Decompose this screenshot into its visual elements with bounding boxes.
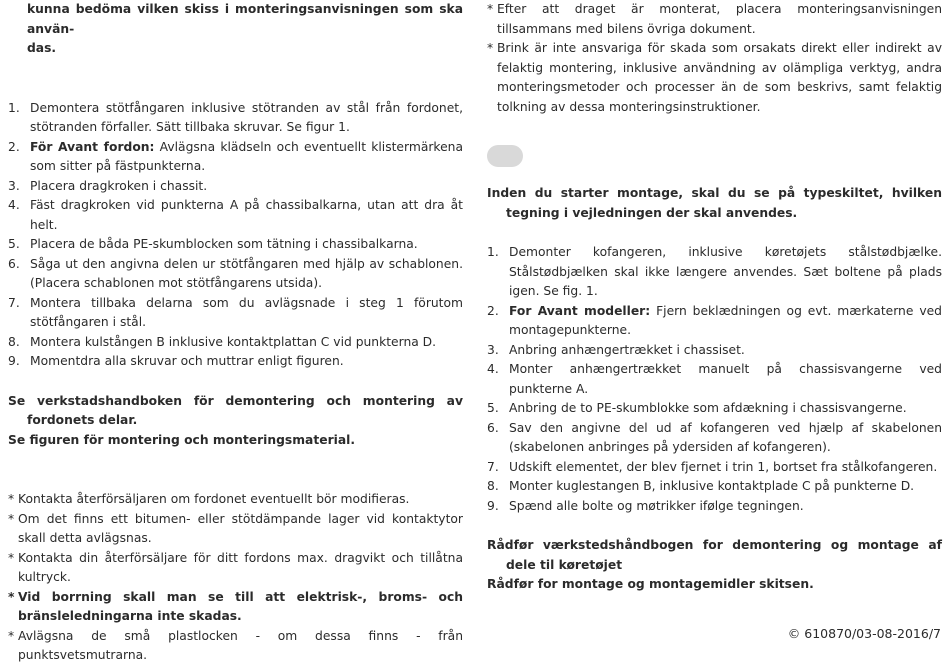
step-item [487, 419, 942, 458]
note-text: Kontakta din återförsäljare för ditt fordons max. dragvikt och tillåtna kultryck. [18, 550, 463, 584]
step-text: Avlägsna klädseln och eventuellt klistermärkena som sitter på fästpunkterna. [30, 139, 463, 173]
note-item [8, 627, 463, 666]
notes-list [8, 490, 463, 666]
step-number: 2. [8, 139, 20, 154]
step-item [8, 294, 463, 333]
workshop-manual-note: Rådfør værkstedshåndbogen for demontering og montage af dele til køretøjet [487, 538, 942, 572]
step-text: Demonter kofangeren, inklusive køretøjets stålstødbjælke. Stålstødbjælken skal ikke længere anvendes. Sæt boltene på plads igen. Se fig. 1. [509, 245, 942, 298]
note-item [8, 549, 463, 588]
step-item [8, 235, 463, 255]
workshop-manual-note: Se verkstadshandboken för demontering och montering av fordonets delar. [8, 393, 463, 427]
step-number: 9. [8, 354, 20, 368]
note-item [8, 510, 463, 549]
step-number: 4. [8, 198, 20, 212]
note-item [8, 490, 463, 510]
step-item [487, 302, 942, 341]
step-item [8, 196, 463, 235]
step-item [8, 255, 463, 294]
step-text: Fäst dragkroken vid punkterna A på chassibalkarna, utan att dra åt helt. [30, 198, 463, 232]
intro-line-1: kunna bedöma vilken skiss i monteringsanvisningen som ska använ- [27, 2, 463, 36]
step-text: Fjern beklædningen og evt. mærkaterne ved montagepunkterne. [509, 303, 942, 337]
step-text: Anbring anhængertrækket i chassiset. [509, 342, 745, 357]
step-text: Placera dragkroken i chassit. [30, 178, 208, 193]
step-number: 8. [487, 479, 499, 493]
step-number: 4. [487, 362, 499, 376]
step-number: 3. [487, 342, 499, 357]
step-text: Momentdra alla skruvar och muttrar enligt figuren. [30, 354, 344, 368]
step-text: Sav den angivne del ud af kofangeren ved hjælp af skabelonen (skabelonen anbringes på ydersiden af kofangeren). [509, 420, 942, 454]
step-item [8, 177, 463, 197]
step-item [487, 399, 942, 419]
step-number: 6. [8, 256, 20, 271]
step-text: Såga ut den angivna delen ur stötfångaren med hjälp av schablonen. (Placera schablonen mot stötfångarens utsida). [30, 256, 463, 290]
step-text: Montera tillbaka delarna som du avlägsnade i steg 1 förutom stötfångaren i stål. [30, 295, 463, 329]
asterisk-marker: * [8, 589, 15, 604]
note-text: Avlägsna de små plastlocken - om dessa finns - från punktsvetsmutrarna. [18, 628, 463, 662]
asterisk-marker: * [487, 2, 494, 16]
step-item [8, 333, 463, 353]
note-item [487, 0, 942, 39]
step-text: Monter kuglestangen B, inklusive kontaktplade C på punkterne D. [509, 479, 915, 493]
asterisk-marker: * [8, 628, 15, 643]
step-bold-label: För Avant fordon: [30, 139, 155, 154]
note-item [487, 39, 942, 117]
step-item [487, 243, 942, 302]
note-text: Efter att draget är monterat, placera monteringsanvisningen tillsammans med bilens övriga dokument. [497, 2, 942, 36]
figure-note: Se figuren för montering och monteringsmaterial. [8, 432, 356, 447]
danish-column [487, 0, 942, 595]
step-text: Montera kulstången B inklusive kontaktplattan C vid punkterna D. [30, 334, 437, 349]
step-number: 9. [487, 498, 499, 513]
step-number: 8. [8, 334, 20, 349]
step-number: 7. [487, 459, 499, 474]
intro-line-2: das. [27, 41, 57, 55]
step-text: Udskift elementet, der blev fjernet i trin 1, bortset fra stålkofangeren. [509, 459, 938, 474]
step-text: Anbring de to PE-skumblokke som afdækning i chassisvangerne. [509, 401, 907, 415]
step-bold-label: For Avant modeller: [509, 303, 651, 318]
note-item [8, 588, 463, 627]
figure-note: Rådfør for montage og montagemidler skitsen. [487, 577, 814, 591]
step-number: 3. [8, 178, 20, 193]
step-list [8, 99, 463, 372]
step-item [487, 360, 942, 399]
asterisk-marker: * [8, 492, 15, 506]
note-text: Kontakta återförsäljaren om fordonet eventuellt bör modifieras. [18, 492, 410, 506]
step-number: 1. [487, 245, 499, 259]
step-item [487, 477, 942, 497]
step-list [487, 243, 942, 516]
step-number: 6. [487, 420, 499, 435]
step-text: Monter anhængertrækket manuelt på chassisvangerne ved punkterne A. [509, 362, 942, 396]
intro-text: Inden du starter montage, skal du se på typeskiltet, hvilken tegning i vejledningen der skal anvendes. [487, 186, 942, 220]
note-text: Om det finns ett bitumen- eller stötdämpande lager vid kontaktytor skall detta avlägsnas. [18, 511, 463, 545]
step-number: 7. [8, 295, 20, 310]
language-marker-badge [487, 145, 523, 167]
step-item [8, 99, 463, 138]
note-text: Brink är inte ansvariga för skada som orsakats direkt eller indirekt av felaktig montering, inklusive användning av olämpliga verktyg, andra monteringsmetoder och processer än de som beskrivs, samt felaktig tolkning av dessa monteringsinstruktioner. [497, 41, 942, 114]
step-text: Placera de båda PE-skumblocken som tätning i chassibalkarna. [30, 237, 418, 251]
step-number: 1. [8, 100, 20, 115]
step-item [487, 458, 942, 478]
swedish-column [8, 0, 463, 666]
step-item [487, 341, 942, 361]
step-text: Demontera stötfångaren inklusive stötranden av stål från fordonet, stötranden förfaller. Sätt tillbaka skruvar. Se figur 1. [30, 100, 463, 134]
step-number: 5. [8, 237, 20, 251]
asterisk-marker: * [8, 550, 15, 565]
asterisk-marker: * [8, 511, 15, 526]
step-item [8, 352, 463, 372]
asterisk-marker: * [487, 41, 494, 55]
intro-text [8, 0, 463, 59]
step-number: 2. [487, 303, 499, 318]
notes-list [487, 0, 942, 117]
step-item [487, 497, 942, 517]
step-text: Spænd alle bolte og møtrikker ifølge tegningen. [509, 498, 804, 513]
step-item [8, 138, 463, 177]
note-text: Vid borrning skall man se till att elektrisk-, broms- och bränsleledningarna inte skadas. [18, 589, 463, 623]
copyright-footer: © 610870/03-08-2016/7 [787, 626, 941, 641]
step-number: 5. [487, 401, 499, 415]
